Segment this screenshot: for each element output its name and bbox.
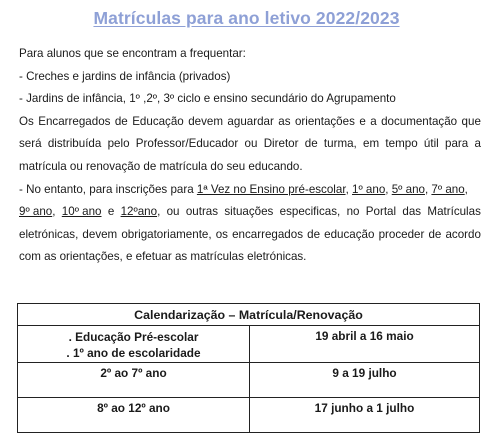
word: proceder xyxy=(378,227,425,241)
word: Encarregados xyxy=(38,114,111,128)
list-item-creches: - Creches e jardins de infância (privados) xyxy=(19,69,231,83)
word: documentação xyxy=(381,114,458,128)
table-cell-level: 2º ao 7º ano xyxy=(18,363,250,398)
link-5-ano[interactable]: 5º ano xyxy=(391,182,425,196)
word: ou xyxy=(244,137,258,151)
word: as xyxy=(278,114,291,128)
body-text xyxy=(19,43,481,269)
word: distribuída xyxy=(47,137,102,151)
word: Professor/Educador xyxy=(135,137,239,151)
table-row xyxy=(18,398,480,433)
word: Portal xyxy=(365,205,397,219)
paragraph2-line2: 9º ano, 10º ano e 12ºano, ou outras situações especificas, no Portal das Matrículas xyxy=(19,201,481,224)
word: tempo xyxy=(385,137,418,151)
word: turma, xyxy=(323,137,357,151)
level-line: . 1º ano de escolaridade xyxy=(66,346,201,360)
table-cell-level: 8º ao 12º ano xyxy=(18,398,250,433)
word: orientações xyxy=(294,114,355,128)
word: situações xyxy=(224,205,274,219)
word: será xyxy=(19,137,42,151)
word: educação xyxy=(324,227,375,241)
link-1-ano[interactable]: 1º ano xyxy=(352,182,386,196)
paragraph2-line4: com as orientações, e efetuar as matrículas eletrónicas. xyxy=(19,250,307,264)
word: outras xyxy=(185,205,219,219)
paragraph1-line2 xyxy=(19,133,481,156)
word: Os xyxy=(19,114,34,128)
word: a xyxy=(370,114,377,128)
paragraph1-line1 xyxy=(19,111,481,134)
paragraph2-line3 xyxy=(19,224,481,247)
word: de xyxy=(428,227,442,241)
word: aguardar xyxy=(227,114,274,128)
word: Matrículas xyxy=(427,205,481,219)
word: ou xyxy=(166,205,180,219)
word: acordo xyxy=(445,227,481,241)
word: de xyxy=(307,227,321,241)
link-12-ano[interactable]: 12ºano xyxy=(120,205,158,219)
link-pre-escolar[interactable]: 1ª Vez no Ensino pré-escolar xyxy=(196,182,346,196)
paragraph1-line3: matrícula ou renovação de matrícula do seu educando. xyxy=(19,159,303,173)
word: em xyxy=(363,137,380,151)
word: especificas, xyxy=(279,205,341,219)
word: a xyxy=(474,137,481,151)
table-row xyxy=(18,326,480,363)
table-header: Calendarização – Matrícula/Renovação xyxy=(18,304,480,326)
word: que xyxy=(461,114,481,128)
level-line: . Educação Pré-escolar xyxy=(68,330,199,344)
word: Diretor xyxy=(263,137,299,151)
paragraph2-and: e xyxy=(107,205,115,219)
word: obrigatoriamente, xyxy=(121,227,212,241)
word: útil xyxy=(423,137,439,151)
word: Educação xyxy=(132,114,184,128)
word: os xyxy=(215,227,228,241)
calendar-table xyxy=(17,303,480,433)
table-row xyxy=(18,363,480,398)
word: de xyxy=(304,137,318,151)
word: eletrónicas, xyxy=(19,227,79,241)
paragraph2-line1: - No entanto, para inscrições para 1ª Vez no Ensino pré-escolar, 1º ano, 5º ano, 7º ano, xyxy=(19,182,468,196)
word: de xyxy=(114,114,128,128)
intro-line: Para alunos que se encontram a frequentar: xyxy=(19,47,246,60)
word: devem xyxy=(82,227,118,241)
word: para xyxy=(445,137,469,151)
word: pelo xyxy=(107,137,130,151)
word: das xyxy=(402,205,422,219)
link-10-ano[interactable]: 10º ano xyxy=(61,205,102,219)
word: e xyxy=(359,114,366,128)
link-7-ano[interactable]: 7º ano xyxy=(431,182,465,196)
word: devem xyxy=(188,114,223,128)
paragraph2-prefix: - No entanto, para inscrições para xyxy=(19,182,194,196)
page-title: Matrículas para ano letivo 2022/2023 xyxy=(93,8,400,28)
list-item-jardins: - Jardins de infância, 1º ,2º, 3º ciclo e ensino secundário do Agrupamento xyxy=(19,92,396,106)
link-9-ano[interactable]: 9º ano xyxy=(19,205,53,219)
table-cell-period: 9 a 19 julho xyxy=(250,363,480,398)
table-cell-period: 17 junho a 1 julho xyxy=(250,398,480,433)
table-cell-level xyxy=(18,326,250,363)
table-cell-period: 19 abril a 16 maio xyxy=(250,326,480,363)
word: encarregados xyxy=(232,227,303,241)
word: no xyxy=(346,205,360,219)
